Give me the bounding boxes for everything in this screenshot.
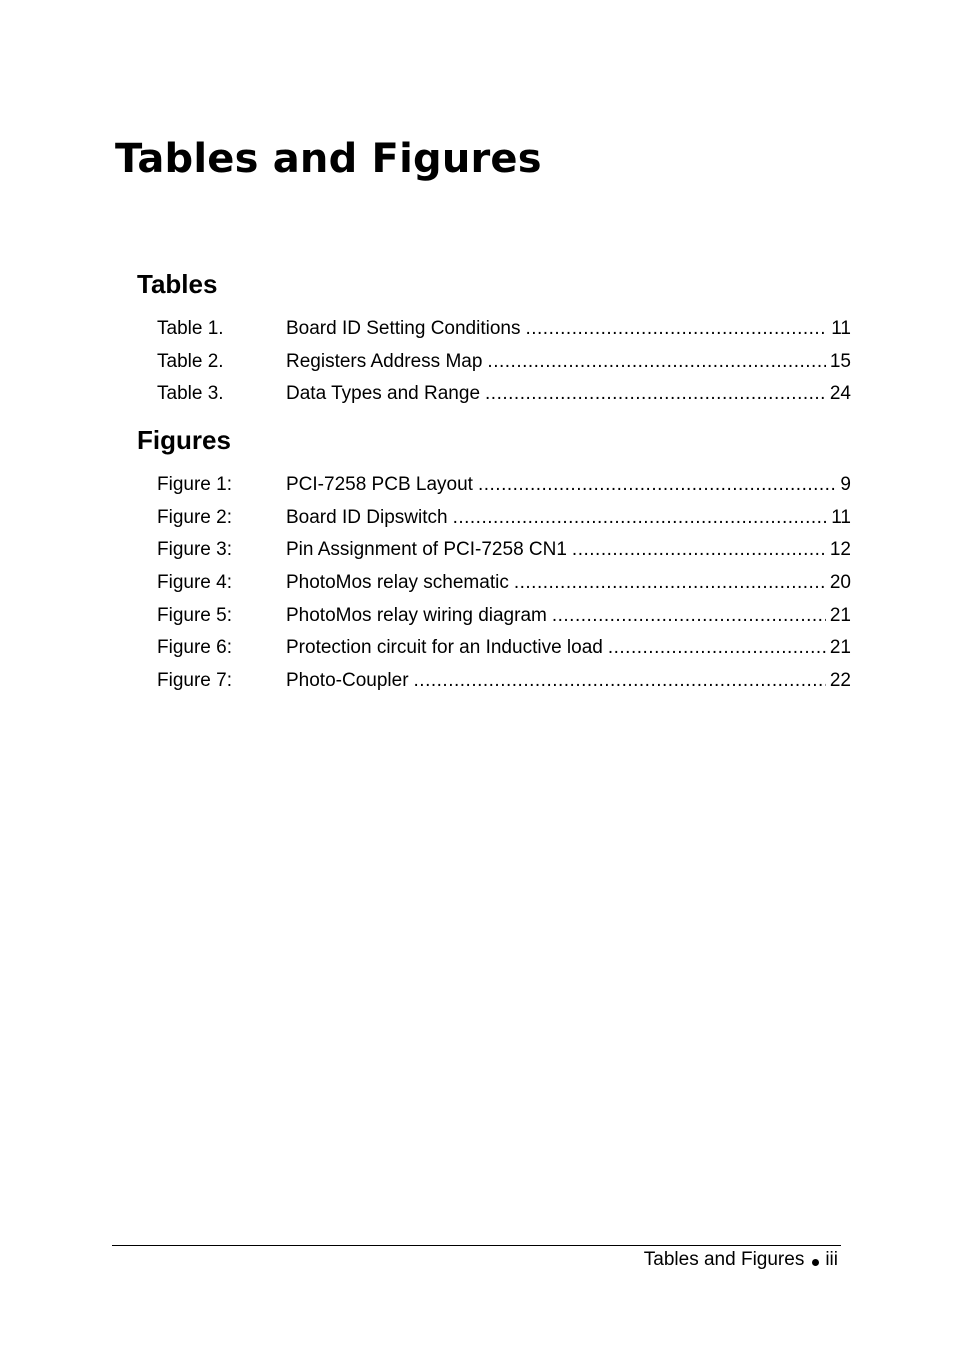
toc-entry-figure-7[interactable] bbox=[157, 668, 851, 701]
tables-list bbox=[157, 316, 851, 414]
entry-label: Table 3. bbox=[157, 383, 224, 405]
toc-entry-figure-4[interactable] bbox=[157, 570, 851, 603]
footer-divider bbox=[112, 1245, 841, 1246]
entry-page-number: 24 bbox=[829, 383, 851, 405]
dot-leader bbox=[453, 505, 828, 531]
figures-heading: Figures bbox=[137, 425, 231, 455]
dot-leader bbox=[514, 570, 826, 596]
entry-page-number: 21 bbox=[829, 637, 851, 659]
entry-title: Registers Address Map bbox=[286, 350, 483, 372]
page-title: Tables and Figures bbox=[115, 136, 542, 182]
toc-entry-figure-3[interactable] bbox=[157, 537, 851, 570]
toc-entry-figure-2[interactable] bbox=[157, 505, 851, 538]
entry-label: Figure 3: bbox=[157, 539, 232, 561]
entry-title: Data Types and Range bbox=[286, 383, 481, 405]
entry-page-number: 9 bbox=[840, 474, 851, 495]
entry-page-number: 12 bbox=[829, 539, 851, 561]
entry-label: Figure 2: bbox=[157, 506, 232, 528]
dot-leader bbox=[414, 668, 826, 694]
entry-title: Protection circuit for an Inductive load bbox=[286, 637, 603, 659]
entry-title: PhotoMos relay wiring diagram bbox=[286, 604, 547, 626]
footer-page-number: iii bbox=[825, 1249, 838, 1270]
entry-page-number: 15 bbox=[829, 350, 851, 372]
entry-page-number: 21 bbox=[829, 604, 851, 626]
entry-label: Table 1. bbox=[157, 318, 224, 339]
tables-heading: Tables bbox=[137, 269, 218, 299]
entry-page-number: 20 bbox=[829, 572, 851, 594]
entry-title: Board ID Dipswitch bbox=[286, 506, 448, 528]
dot-leader bbox=[525, 316, 827, 342]
entry-label: Figure 6: bbox=[157, 637, 232, 659]
dot-leader bbox=[608, 635, 826, 661]
figures-list bbox=[157, 472, 851, 701]
entry-title: Pin Assignment of PCI-7258 CN1 bbox=[286, 539, 567, 561]
toc-entry-table-2[interactable] bbox=[157, 349, 851, 382]
entry-page-number: 11 bbox=[831, 318, 851, 339]
toc-entry-figure-5[interactable] bbox=[157, 603, 851, 636]
toc-entry-figure-1[interactable] bbox=[157, 472, 851, 505]
entry-title: PhotoMos relay schematic bbox=[286, 572, 509, 594]
entry-label: Figure 4: bbox=[157, 572, 232, 594]
toc-entry-table-3[interactable] bbox=[157, 381, 851, 414]
toc-entry-table-1[interactable] bbox=[157, 316, 851, 349]
entry-label: Figure 7: bbox=[157, 670, 232, 692]
entry-label: Figure 1: bbox=[157, 474, 232, 495]
bullet-icon bbox=[812, 1259, 819, 1266]
dot-leader bbox=[572, 537, 826, 563]
dot-leader bbox=[485, 381, 826, 407]
page-footer bbox=[644, 1248, 838, 1272]
dot-leader bbox=[487, 349, 825, 375]
entry-label: Table 2. bbox=[157, 350, 224, 372]
entry-page-number: 11 bbox=[831, 506, 851, 528]
dot-leader bbox=[478, 472, 836, 498]
entry-title: PCI-7258 PCB Layout bbox=[286, 474, 473, 495]
toc-entry-figure-6[interactable] bbox=[157, 635, 851, 668]
dot-leader bbox=[552, 603, 826, 629]
entry-title: Board ID Setting Conditions bbox=[286, 318, 521, 339]
entry-page-number: 22 bbox=[829, 670, 851, 692]
footer-section-title: Tables and Figures bbox=[643, 1249, 805, 1270]
entry-title: Photo-Coupler bbox=[286, 670, 409, 692]
entry-label: Figure 5: bbox=[157, 604, 232, 626]
